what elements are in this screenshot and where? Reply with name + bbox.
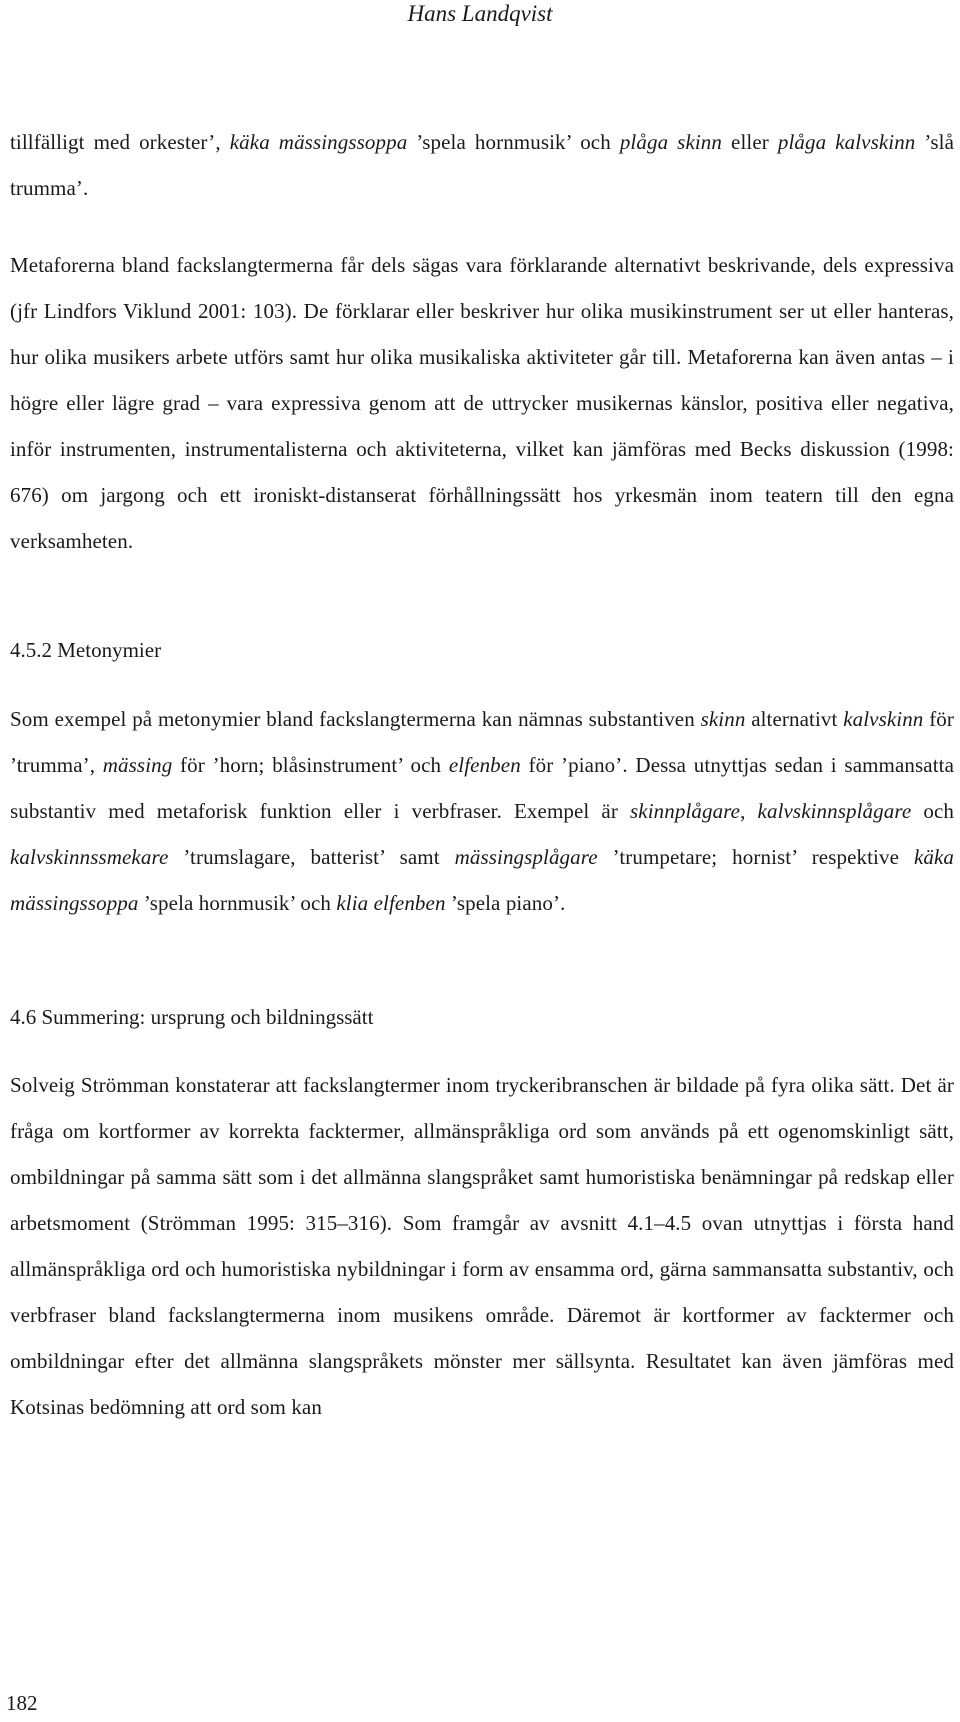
text-run: tillfälligt med orkester’, [10,130,230,154]
text-run: ’slå trumma’. [10,130,954,200]
section-heading: 4.5.2 Metonymier [10,638,162,662]
section-heading: 4.6 Summering: ursprung och bildningssätt [10,1005,374,1029]
italic-term: käka mässingssoppa [10,845,954,915]
italic-term: plåga skinn [619,130,723,154]
italic-term: klia elfenben [336,891,446,915]
italic-term: käka mässingssoppa [229,130,408,154]
text-run: Metaforerna bland fackslangtermerna får dels sägas vara förklarande alternativt beskrivande, dels expressiva (jfr Lindfors Viklund 2001: 103). De förklarar eller beskriver hur olika musikinstrument ser ut eller hanteras, hur olika musikers arbete utförs samt hur olika musikaliska aktiviteter går till. Metaforerna kan även antas – i högre eller lägre grad – vara expressiva genom att de uttrycker musikernas känslor, positiva eller negativa, inför instrumenten, instrumentalisterna och aktiviteterna, vilket kan jämföras med Becks diskussion (1998: 676) om jargong och ett ironiskt-distanserat förhållningssätt hos yrkesmän inom teatern till den egna verksamheten. [10,253,954,553]
text-run: ’spela hornmusik’ och [138,891,337,915]
body-paragraph [10,696,954,926]
italic-term: plåga kalvskinn [777,130,916,154]
text-run: och [911,799,954,823]
text-run: ’spela hornmusik’ och [407,130,620,154]
text-run: eller [722,130,778,154]
body-paragraph [10,119,954,211]
italic-term: kalvskinnsplågare [757,799,912,823]
text-run: ’trumpetare; hornist’ respektive [597,845,914,869]
page-number: 182 [6,1691,38,1715]
text-run: för ’piano’. Dessa utnyttjas sedan i sammansatta substantiv med metaforisk funktion eller i verbfraser. Exempel är [10,753,954,823]
text-run: för ’trumma’, [10,707,954,777]
italic-term: kalvskinnssmekare [10,845,169,869]
text-run: Solveig Strömman konstaterar att fackslangtermer inom tryckeribranschen är bildade på fyra olika sätt. Det är fråga om kortformer av korrekta facktermer, allmänspråkliga ord som används på ett ogenomskinligt sätt, ombildningar på samma sätt som i det allmänna slangspråket samt humoristiska benämningar på redskap eller arbetsmoment (Strömman 1995: 315–316). Som framgår av avsnitt 4.1–4.5 ovan utnyttjas i första hand allmänspråkliga ord och humoristiska nybildningar i form av ensamma ord, gärna sammansatta substantiv, och verbfraser bland fackslangtermerna inom musikens område. Däremot är kortformer av facktermer och ombildningar efter det allmänna slangspråkets mönster mer sällsynta. Resultatet kan även jämföras med Kotsinas bedömning att ord som kan [10,1073,954,1419]
text-run: för ’horn; blåsinstrument’ och [172,753,449,777]
text-run: alternativt [745,707,844,731]
italic-term: mässing [102,753,173,777]
italic-term: skinn [700,707,746,731]
text-run: Som exempel på metonymier bland fackslangtermerna kan nämnas substantiven [10,707,701,731]
italic-term: kalvskinn [843,707,924,731]
text-run: , [740,799,758,823]
running-header: Hans Landqvist [407,1,553,26]
italic-term: mässingsplågare [454,845,598,869]
body-paragraph [10,242,954,564]
text-run: ’spela piano’. [445,891,566,915]
italic-term: skinnplågare [630,799,741,823]
italic-term: elfenben [448,753,521,777]
text-run: ’trumslagare, batterist’ samt [168,845,455,869]
body-paragraph [10,1062,954,1430]
